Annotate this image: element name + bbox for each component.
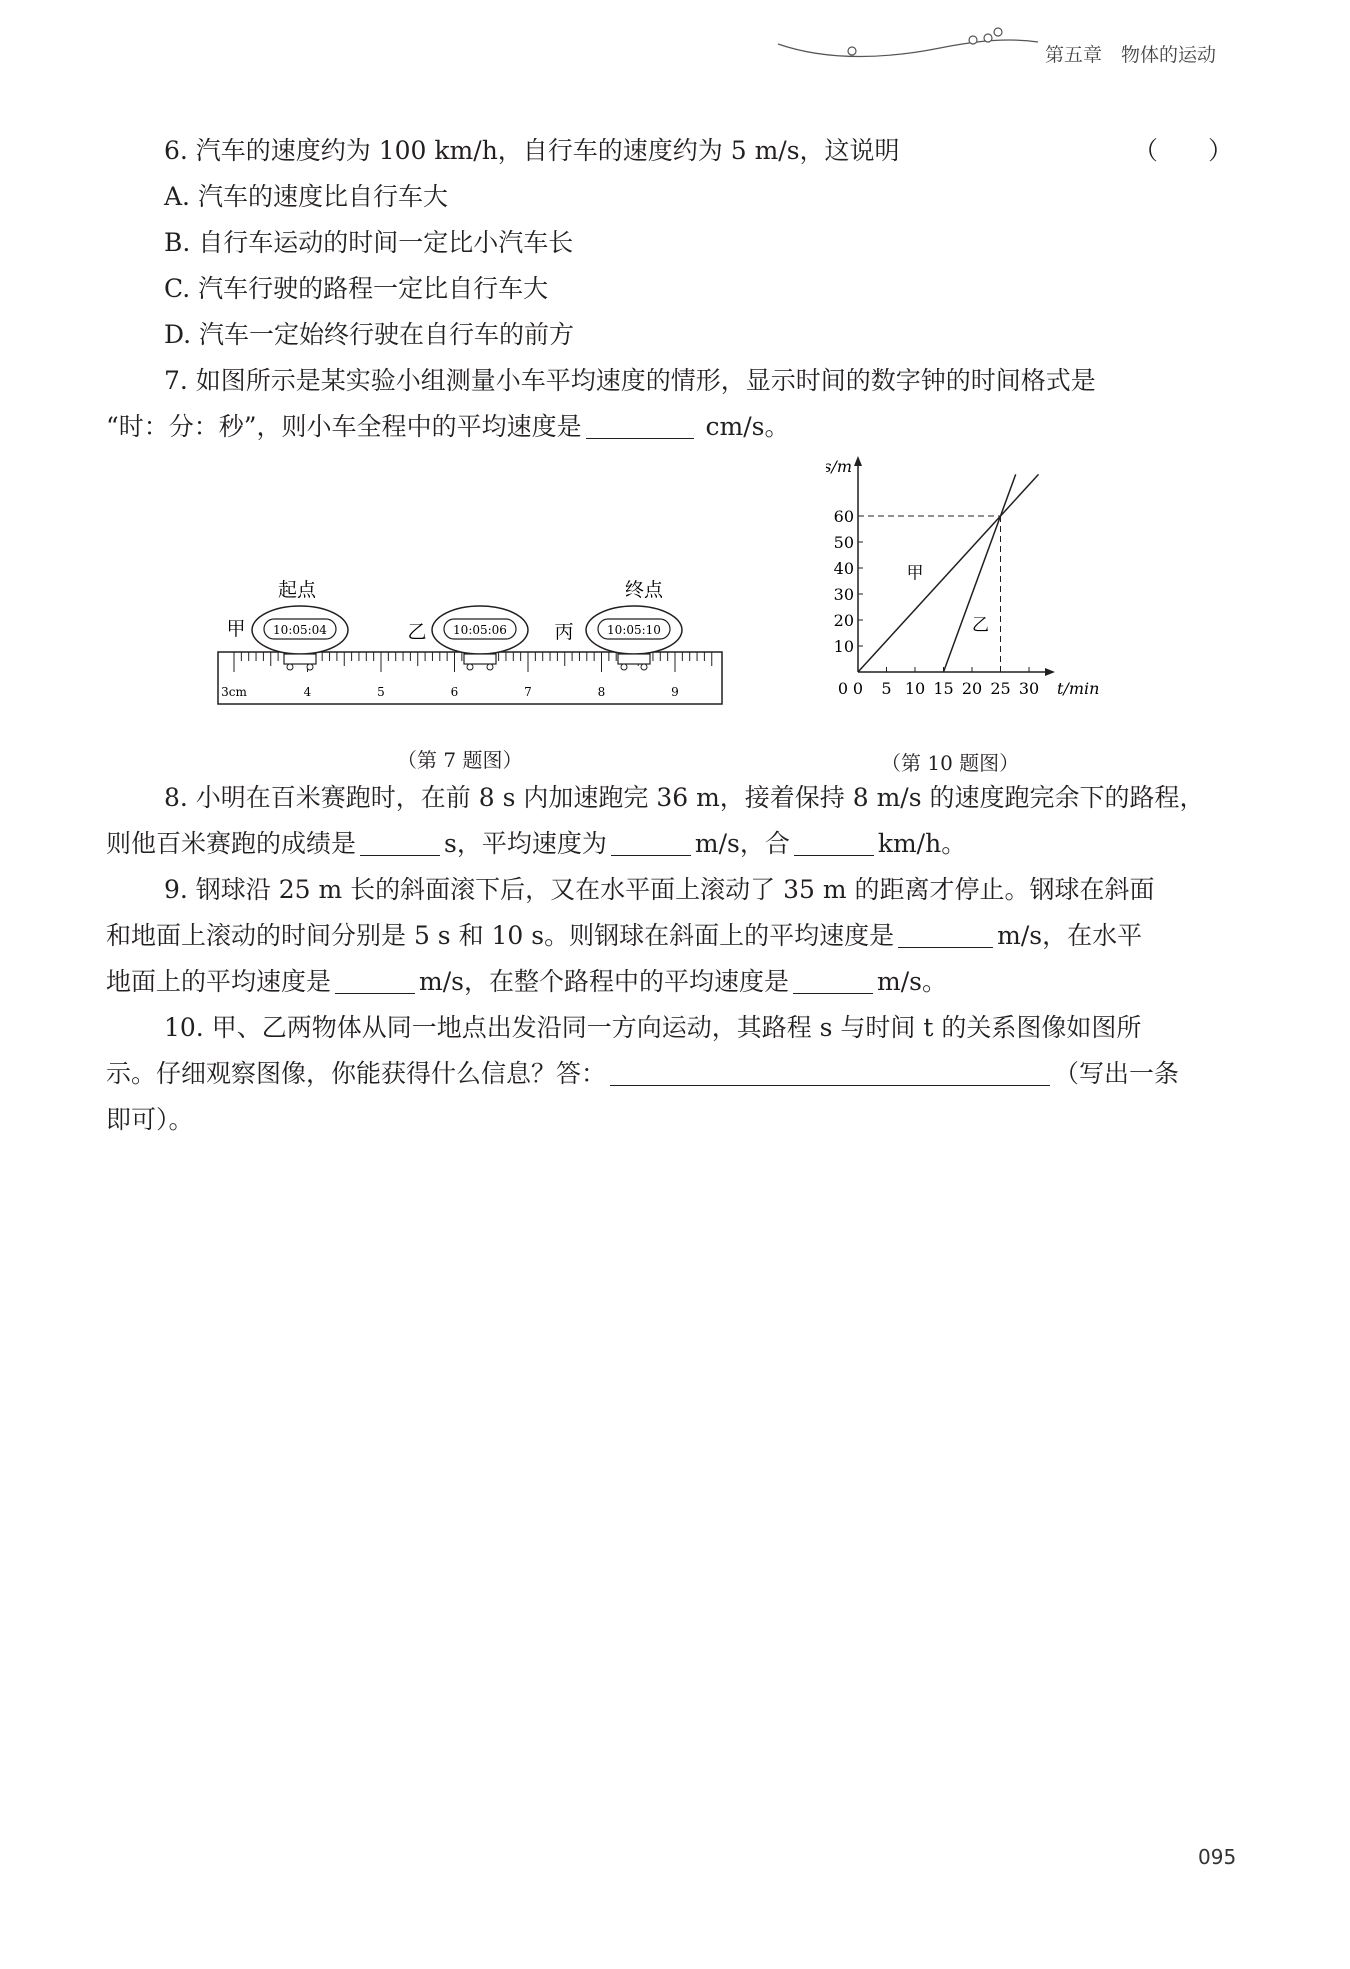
q8-text-d: km/h。 xyxy=(877,829,967,858)
q8-text-a: 则他百米赛跑的成绩是 xyxy=(106,829,357,858)
q9-text-b: m/s，在水平 xyxy=(997,921,1143,950)
q9-text-a: 和地面上滚动的时间分别是 5 s 和 10 s。则钢球在斜面上的平均速度是 xyxy=(106,921,895,950)
car-yi-clock: 10:05:06 xyxy=(453,623,507,637)
x-axis-label: t/min xyxy=(1057,679,1100,698)
q10-line-3: 即可）。 xyxy=(106,1105,194,1134)
series-label-1: 乙 xyxy=(972,615,990,636)
y-axis-label: s/m xyxy=(826,457,852,476)
series-line-0 xyxy=(858,474,1039,672)
q10-text-b: （写出一条 xyxy=(1054,1059,1180,1088)
x-tick-label: 25 xyxy=(990,679,1011,698)
q7-line-1: 7. 如图所示是某实验小组测量小车平均速度的情形，显示时间的数字钟的时间格式是 xyxy=(164,366,1096,395)
ruler-label: 3cm xyxy=(221,685,247,699)
figures-row xyxy=(106,450,1233,775)
car-bing-clock: 10:05:10 xyxy=(607,623,661,637)
car-jia-label: 甲 xyxy=(226,618,246,640)
x-tick-label: 0 xyxy=(852,679,864,698)
fig7-svg xyxy=(212,572,732,712)
y-tick-label: 10 xyxy=(833,637,854,656)
page-header xyxy=(770,22,1250,82)
ruler-label: 7 xyxy=(524,685,532,699)
q9-text-c: 地面上的平均速度是 xyxy=(106,967,332,996)
q6-stem-line xyxy=(106,128,1233,174)
q8-blank-3[interactable] xyxy=(794,825,874,856)
q9-blank-2[interactable] xyxy=(335,963,415,994)
fig10-caption: （第 10 题图） xyxy=(881,751,1020,775)
chapter-title: 第五章 物体的运动 xyxy=(1045,44,1217,66)
page-number: 095 xyxy=(1198,1845,1237,1869)
ruler-label: 5 xyxy=(377,685,385,699)
q9-line-1: 9. 钢球沿 25 m 长的斜面滚下后，又在水平面上滚动了 35 m 的距离才停止。钢球在斜面 xyxy=(164,875,1155,904)
fig10-chart xyxy=(826,450,1126,775)
car-jia-clock: 10:05:04 xyxy=(273,623,327,637)
car-bing-label: 丙 xyxy=(554,621,574,643)
q8-text-b: s，平均速度为 xyxy=(444,829,607,858)
q6-option-d: D. 汽车一定始终行驶在自行车的前方 xyxy=(164,320,575,349)
q10-line-1: 10. 甲、乙两物体从同一地点出发沿同一方向运动，其路程 s 与时间 t 的关系图像如图所 xyxy=(164,1013,1142,1042)
q8-line-2 xyxy=(106,821,1233,867)
q6-option-a: A. 汽车的速度比自行车大 xyxy=(164,182,448,211)
q6-answer-paren: （ ） xyxy=(1132,136,1233,165)
q7-line-2 xyxy=(106,404,1233,450)
q8-text-c: m/s，合 xyxy=(694,829,790,858)
q9-text-e: m/s。 xyxy=(876,967,947,996)
origin-label: 0 xyxy=(837,679,848,698)
series-line-1 xyxy=(944,474,1016,672)
q8-line-1: 8. 小明在百米赛跑时，在前 8 s 内加速跑完 36 m，接着保持 8 m/s 的速度跑完余下的路程， xyxy=(164,783,1205,812)
q10-answer-blank[interactable] xyxy=(610,1055,1050,1086)
y-tick-label: 30 xyxy=(833,585,854,604)
y-axis-arrow-icon xyxy=(854,456,862,466)
series-label-0: 甲 xyxy=(906,563,924,584)
q8-blank-1[interactable] xyxy=(360,825,440,856)
car-yi-label: 乙 xyxy=(407,621,427,643)
y-tick-label: 60 xyxy=(833,507,854,526)
q6-option-b: B. 自行车运动的时间一定比小汽车长 xyxy=(164,228,574,257)
ruler-label: 8 xyxy=(597,685,606,699)
q9-line-2 xyxy=(106,913,1233,959)
q9-blank-3[interactable] xyxy=(793,963,873,994)
q10-line-2 xyxy=(106,1051,1233,1097)
x-tick-label: 15 xyxy=(933,679,954,698)
q6-stem: 6. 汽车的速度约为 100 km/h，自行车的速度约为 5 m/s，这说明 xyxy=(164,136,900,165)
q7-line-2-text: “时：分：秒”，则小车全程中的平均速度是 xyxy=(106,412,582,441)
start-label: 起点 xyxy=(277,579,317,601)
fig10-svg xyxy=(826,450,1126,720)
q9-line-3 xyxy=(106,959,1233,1005)
ruler-label: 6 xyxy=(450,685,459,699)
page-content xyxy=(106,128,1233,1143)
end-label: 终点 xyxy=(624,579,664,601)
q6-option-c: C. 汽车行驶的路程一定比自行车大 xyxy=(164,274,549,303)
ruler-label: 4 xyxy=(303,685,312,699)
fig7-ruler-diagram xyxy=(212,572,732,772)
header-ornament-icon xyxy=(770,22,1040,82)
q9-text-d: m/s，在整个路程中的平均速度是 xyxy=(419,967,789,996)
q8-blank-2[interactable] xyxy=(611,825,691,856)
x-tick-label: 5 xyxy=(881,679,892,698)
ruler-label: 9 xyxy=(671,685,679,699)
y-tick-label: 40 xyxy=(833,559,854,578)
q9-blank-1[interactable] xyxy=(898,917,993,948)
q7-line-2-unit: cm/s。 xyxy=(697,412,790,441)
fig7-caption: （第 7 题图） xyxy=(397,748,523,772)
x-axis-arrow-icon xyxy=(1045,668,1055,676)
x-tick-label: 20 xyxy=(961,679,983,698)
x-tick-label: 30 xyxy=(1018,679,1040,698)
q7-answer-blank[interactable] xyxy=(586,408,694,439)
q10-text-a: 示。仔细观察图像，你能获得什么信息？答： xyxy=(106,1059,607,1088)
y-tick-label: 50 xyxy=(833,533,854,552)
y-tick-label: 20 xyxy=(833,611,854,630)
x-tick-label: 10 xyxy=(904,679,926,698)
